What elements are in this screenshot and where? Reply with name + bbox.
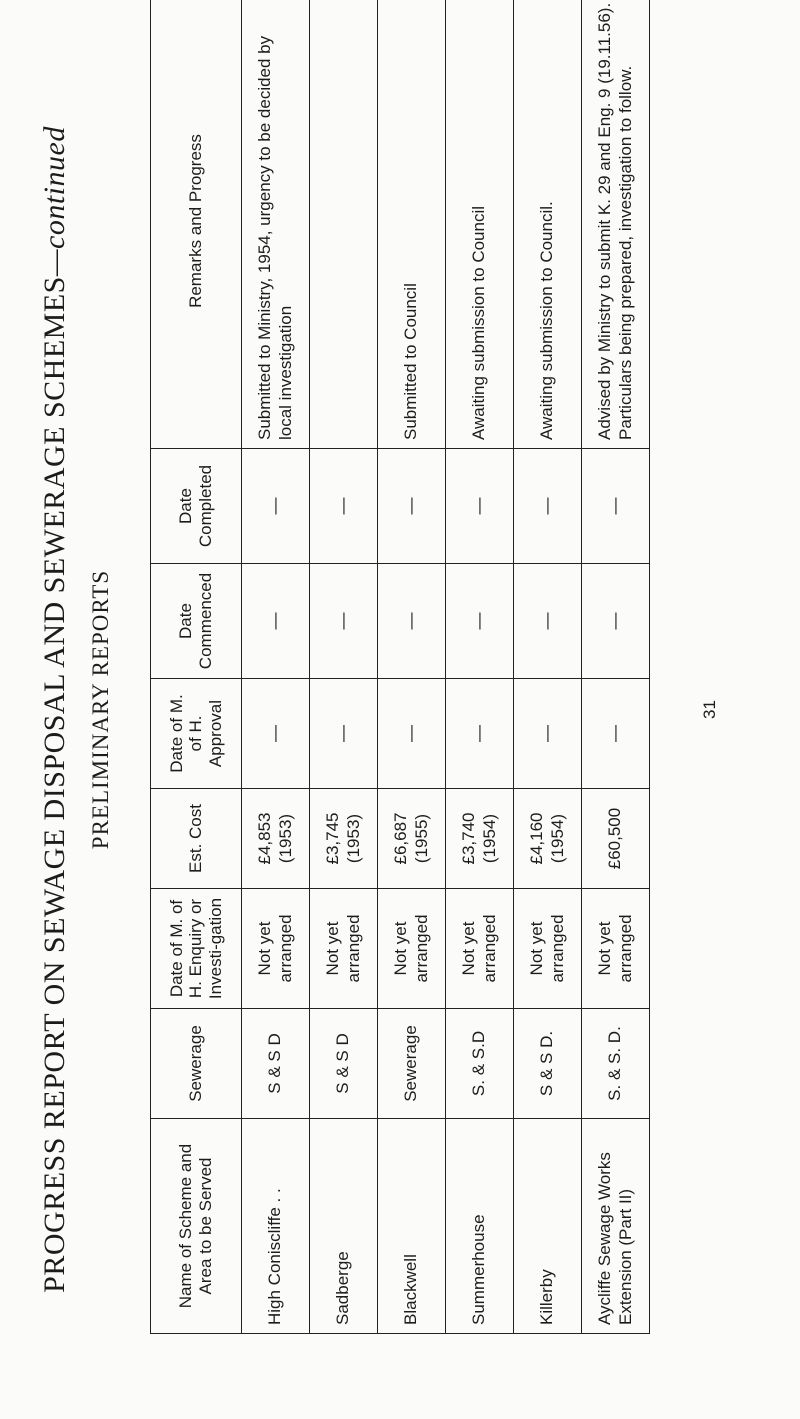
header-remarks: Remarks and Progress (151, 0, 242, 449)
sewerage-type: S. & S.D (446, 1009, 514, 1119)
title-suffix: —continued (38, 126, 71, 277)
title-text: PROGRESS REPORT ON SEWAGE DISPOSAL AND SEWERAGE SCHEMES (38, 276, 71, 1293)
sewerage-type: S & S D (242, 1009, 310, 1119)
scheme-name: Aycliffe Sewage Works Extension (Part II) (582, 1119, 650, 1334)
approval-date: — (310, 679, 378, 789)
est-cost: £4,160 (1954) (514, 789, 582, 889)
table-row (242, 0, 310, 1334)
header-enquiry-date: Date of M. of H. Enquiry or Investi-gation (151, 889, 242, 1009)
est-cost: £3,740 (1954) (446, 789, 514, 889)
date-completed: — (446, 449, 514, 564)
approval-date: — (242, 679, 310, 789)
enquiry-date: Not yet arranged (310, 889, 378, 1009)
date-commenced: — (446, 564, 514, 679)
sewerage-type: Sewerage (378, 1009, 446, 1119)
date-commenced: — (582, 564, 650, 679)
remarks: Advised by Ministry to submit K. 29 and Eng. 9 (19.11.56). Particulars being prepared, investigation to follow. (582, 0, 650, 449)
table-row (446, 0, 514, 1334)
table-row (378, 0, 446, 1334)
approval-date: — (446, 679, 514, 789)
sewerage-type: S. & S. D. (582, 1009, 650, 1119)
est-cost: £60,500 (582, 789, 650, 889)
header-sewerage: Sewerage (151, 1009, 242, 1119)
enquiry-date: Not yet arranged (446, 889, 514, 1009)
date-completed: — (514, 449, 582, 564)
header-date-completed: Date Completed (151, 449, 242, 564)
est-cost: £3,745 (1953) (310, 789, 378, 889)
approval-date: — (514, 679, 582, 789)
approval-date: — (378, 679, 446, 789)
remarks: Submitted to Ministry, 1954, urgency to be decided by local investigation (242, 0, 310, 449)
date-completed: — (310, 449, 378, 564)
sewerage-type: S & S D. (514, 1009, 582, 1119)
table-row (514, 0, 582, 1334)
scheme-name: Summerhouse (446, 1119, 514, 1334)
header-row (151, 0, 242, 1334)
page-number: 31 (700, 700, 719, 719)
enquiry-date: Not yet arranged (242, 889, 310, 1009)
remarks: Awaiting submission to Council. (514, 0, 582, 449)
remarks: Awaiting submission to Council (446, 0, 514, 449)
page-title (38, 0, 72, 1419)
header-approval-date: Date of M. of H. Approval (151, 679, 242, 789)
scheme-name: Sadberge (310, 1119, 378, 1334)
remarks (310, 0, 378, 449)
page-subtitle: PRELIMINARY REPORTS (88, 569, 113, 850)
approval-date: — (582, 679, 650, 789)
date-commenced: — (378, 564, 446, 679)
header-est-cost: Est. Cost (151, 789, 242, 889)
schemes-table (150, 0, 650, 1334)
scheme-name: Killerby (514, 1119, 582, 1334)
date-commenced: — (310, 564, 378, 679)
table-row (582, 0, 650, 1334)
date-completed: — (242, 449, 310, 564)
enquiry-date: Not yet arranged (378, 889, 446, 1009)
date-commenced: — (242, 564, 310, 679)
scheme-name: Blackwell (378, 1119, 446, 1334)
remarks: Submitted to Council (378, 0, 446, 449)
date-completed: — (582, 449, 650, 564)
header-date-commenced: Date Commenced (151, 564, 242, 679)
date-completed: — (378, 449, 446, 564)
enquiry-date: Not yet arranged (582, 889, 650, 1009)
est-cost: £4,853 (1953) (242, 789, 310, 889)
enquiry-date: Not yet arranged (514, 889, 582, 1009)
scheme-name: High Coniscliffe . . (242, 1119, 310, 1334)
sewerage-type: S & S D (310, 1009, 378, 1119)
table-row (310, 0, 378, 1334)
date-commenced: — (514, 564, 582, 679)
header-scheme-name: Name of Scheme and Area to be Served (151, 1119, 242, 1334)
est-cost: £6,687 (1955) (378, 789, 446, 889)
